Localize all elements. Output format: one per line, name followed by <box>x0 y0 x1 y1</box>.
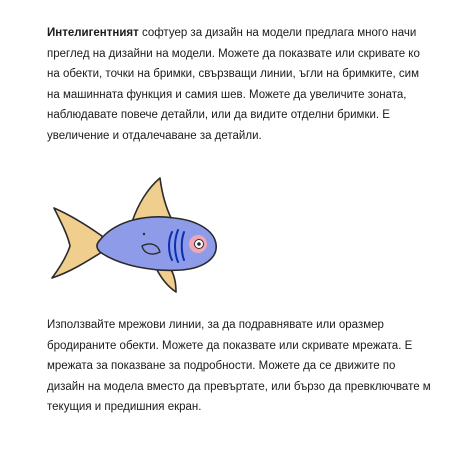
scale-dot <box>143 233 145 235</box>
dorsal-fin <box>132 178 172 222</box>
intro-line-2: преглед на дизайни на модели. Можете да показвате или скривате ко <box>47 47 420 60</box>
outro-line-3: мрежата за показване за подробности. Можете да се движите по <box>47 360 396 372</box>
intro-bold-lead: Интелигентният <box>47 27 139 39</box>
intro-line-1-text: софтуер за дизайн на модели предлага много начи <box>138 27 417 39</box>
goldfish-illustration <box>44 172 224 294</box>
outro-line-4: дизайн на модела вместо да превъртате, или бързо да превключвате м <box>47 380 431 393</box>
intro-paragraph <box>47 23 452 146</box>
outro-line-5: текущия и предишния екран. <box>47 401 202 413</box>
outro-line-1: Използвайте мрежови линии, за да подравнявате или оразмер <box>47 319 384 331</box>
intro-line-6: увеличение и отдалечаване за детайли. <box>47 129 262 142</box>
intro-line-4: на машинната функция и самия шев. Можете да увеличите зоната, <box>47 88 407 101</box>
intro-line-5: наблюдавате повече детайли, или да видите отделни бримки. Е <box>47 109 390 121</box>
intro-line-3: на обекти, точки на бримки, свързващи линии, ъгли на бримките, сим <box>47 68 420 80</box>
tail-fin <box>52 208 102 278</box>
bottom-fin <box>156 268 176 292</box>
pupil <box>197 242 201 246</box>
outro-paragraph <box>47 315 452 418</box>
outro-line-2: бродираните обекти. Можете да показвате или скривате мрежата. Е <box>47 339 413 352</box>
intro-line-1 <box>47 23 452 44</box>
